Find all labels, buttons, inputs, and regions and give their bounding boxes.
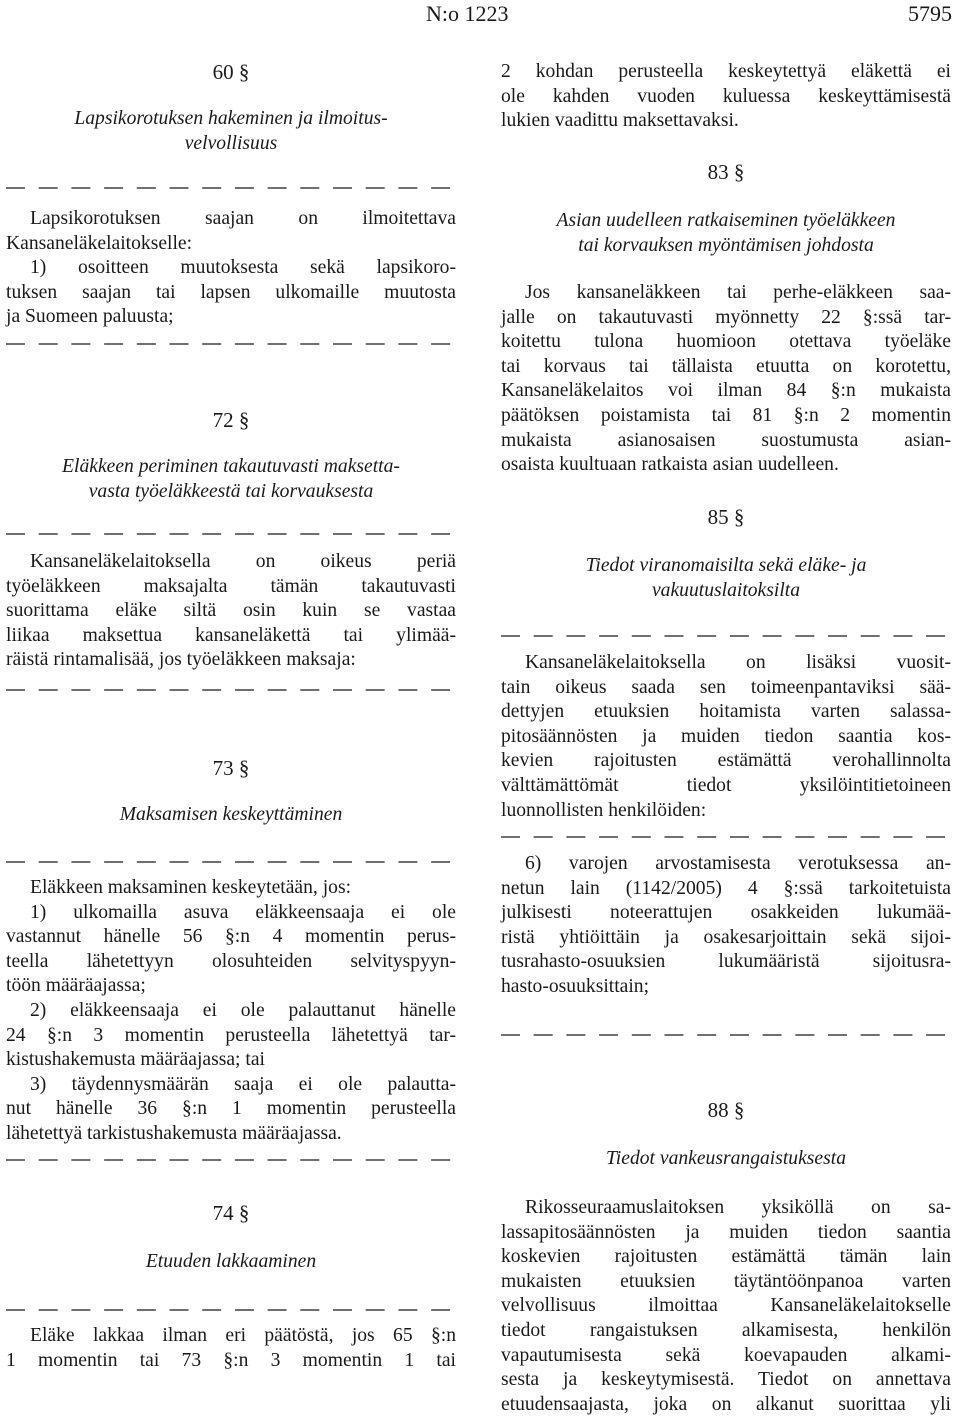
body-line: netun lain (1142/2005) 4 §:ssä tarkoitetuista [501, 877, 951, 899]
body-line: Kansaneläkelaitoksella on lisäksi vuosit- [525, 652, 951, 673]
body-line: 6) varojen arvostamisesta verotuksessa an- [525, 853, 951, 874]
section-title: Tiedot vankeusrangaistuksesta [605, 1148, 846, 1169]
body-line: julkisesti noteerattujen osakkeiden lukumää- [501, 902, 951, 924]
section-title: Lapsikorotuksen hakeminen ja ilmoitus- [74, 108, 388, 129]
omission-dashes [501, 835, 951, 839]
body-line: luonnollisten henkilöiden: [501, 799, 707, 821]
section-title: Etuuden lakkaaminen [145, 1251, 317, 1272]
body-line: 1) osoitteen muutoksesta sekä lapsikoro- [30, 257, 456, 279]
body-line: 3) täydennysmäärän saaja ei ole palautta- [30, 1073, 456, 1095]
body-line: vapautumisesta sekä koevapauden alkami- [501, 1344, 951, 1366]
body-line: Kansaneläkelaitokselle: [6, 232, 193, 254]
section-number: 83 § [707, 160, 745, 184]
body-line: työeläkkeen maksajalta tämän takautuvasti [6, 575, 456, 597]
section-title: tai korvauksen myöntämisen johdosta [578, 235, 874, 256]
body-line: 2 kohdan perusteella keskeytettyä eläkettä ei [501, 61, 951, 82]
section-title: vakuutuslaitoksilta [651, 580, 801, 601]
section-number: 60 § [212, 60, 250, 84]
body-line: kistushakemusta määräajassa; tai [6, 1049, 265, 1071]
page-header [0, 0, 960, 34]
body-line: jalle on takautuvasti myönnetty 22 §:ssä tar- [501, 306, 951, 328]
body-line: 24 §:n 3 momentin perusteella lähetettyä tar- [6, 1024, 456, 1046]
body-line: välttämättömät tiedot yksilöintitietoineen [501, 775, 951, 796]
omission-dashes [6, 1308, 456, 1312]
body-line: tiedot rangaistuksen alkamisesta, henkilön [501, 1320, 951, 1341]
section-number: 72 § [212, 408, 250, 432]
body-line: Jos kansaneläkkeen tai perhe-eläkkeen saa- [525, 282, 951, 303]
body-line: tusrahasto-osuuksien lukumääristä sijoitusra- [501, 951, 951, 973]
body-line: tain oikeus saada sen toimeenpantaviksi sää- [501, 676, 951, 698]
body-line: lukien vaadittu maksettavaksi. [501, 110, 739, 132]
body-line: teella lähetettyyn olosuhteiden selvityspyyn- [6, 950, 456, 972]
body-line: Eläke lakkaa ilman eri päätöstä, jos 65 §:n [30, 1325, 456, 1346]
body-line: etuudensaajasta, joka on alkanut suorittaa yli [501, 1393, 951, 1415]
omission-dashes [6, 1158, 456, 1162]
omission-dashes [6, 342, 456, 346]
body-line: Rikosseuraamuslaitoksen yksiköllä on sa- [525, 1197, 951, 1218]
body-line: sesta ja keskeytymisestä. Tiedot on annettava [501, 1369, 951, 1391]
body-line: töön määräajassa; [6, 975, 146, 997]
body-line: räistä rintamalisää, jos työeläkkeen maksaja: [6, 649, 356, 671]
section-title: Maksamisen keskeyttäminen [119, 804, 343, 825]
body-line: hasto-osuuksittain; [501, 976, 650, 997]
body-line: koitettu tulona huomioon otettava työeläke [501, 331, 951, 353]
body-line: Lapsikorotuksen saajan on ilmoitettava [30, 208, 456, 229]
body-line: osaista kuultuaan ratkaista asian uudelleen. [501, 454, 839, 476]
omission-dashes [6, 688, 456, 692]
body-line: ole kahden vuoden kuluessa keskeyttämisestä [501, 85, 951, 107]
body-line: Kansaneläkelaitoksella on oikeus periä [30, 551, 456, 572]
statute-number: N:o 1223 [426, 1, 509, 26]
body-line: Kansaneläkelaitos voi ilman 84 §:n mukaista [501, 380, 951, 402]
body-line: tuksen saajan tai lapsen ulkomaille muutosta [6, 281, 456, 303]
body-line: Eläkkeen maksaminen keskeytetään, jos: [30, 877, 352, 898]
body-line: dettyjen etuuksien hoitamista varten salassa- [501, 701, 951, 723]
omission-dashes [6, 186, 456, 190]
body-line: pitosäännösten ja muiden tiedon saantia kos- [501, 725, 951, 747]
body-line: kevien rajoitusten estämättä verohallinnolta [501, 750, 951, 772]
omission-dashes [6, 532, 456, 536]
body-line: koskevien rajoitusten estämättä tämän lain [501, 1246, 951, 1268]
body-line: velvollisuus ilmoittaa Kansaneläkelaitokselle [501, 1295, 951, 1317]
omission-dashes [6, 860, 456, 864]
body-line: lähetettyä tarkistushakemusta määräajassa. [6, 1123, 342, 1144]
body-line: 1 momentin tai 73 §:n 3 momentin 1 tai [6, 1349, 456, 1371]
section-number: 85 § [707, 505, 745, 529]
body-line: tai korvaus tai tällaista etuutta on korotettu, [501, 355, 951, 377]
body-line: lassapitosäännösten ja muiden tiedon saantia [501, 1221, 951, 1243]
body-line: suorittama eläke siltä osin kuin se vastaa [6, 600, 456, 622]
omission-dashes [501, 1033, 951, 1037]
page-number: 5795 [908, 1, 952, 26]
body-line: mukaisten etuuksien täytäntöönpanoa varten [501, 1270, 951, 1292]
body-line: 2) eläkkeensaaja ei ole palauttanut hänelle [30, 1000, 456, 1021]
section-number: 88 § [707, 1098, 745, 1122]
section-number: 73 § [212, 756, 250, 780]
section-title: velvollisuus [184, 133, 278, 154]
omission-dashes [501, 634, 951, 638]
body-line: nut hänelle 36 §:n 1 momentin perusteella [6, 1098, 456, 1120]
body-line: vastannut hänelle 56 §:n 4 momentin perus- [6, 926, 456, 948]
section-title: vasta työeläkkeestä tai korvauksesta [88, 481, 374, 502]
body-line: liikaa maksettua kansaneläkettä tai ylimää- [6, 624, 456, 646]
body-line: 1) ulkomailla asuva eläkkeensaaja ei ole [30, 901, 456, 923]
section-number: 74 § [212, 1201, 250, 1225]
body-line: päätöksen poistamista tai 81 §:n 2 momentin [501, 405, 951, 426]
body-line: ristä yhtiöittäin ja osakesarjoittain sekä sijoi- [501, 926, 951, 948]
body-line: ja Suomeen paluusta; [6, 306, 174, 328]
section-title: Eläkkeen periminen takautuvasti maksetta- [62, 456, 400, 477]
body-line: mukaista asianosaisen suostumusta asian- [501, 429, 951, 451]
section-title: Tiedot viranomaisilta sekä eläke- ja [585, 555, 867, 576]
section-title: Asian uudelleen ratkaiseminen työeläkkeen [556, 210, 896, 231]
